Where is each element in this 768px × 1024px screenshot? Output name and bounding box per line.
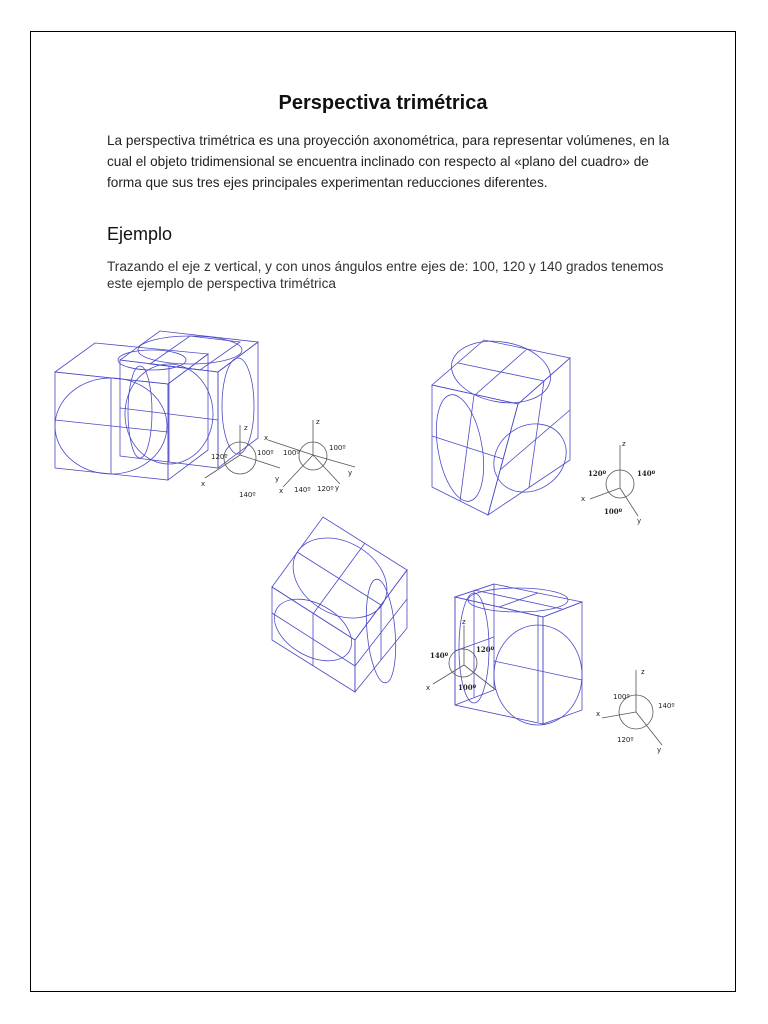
axis-label-z: z (641, 668, 645, 676)
angle-label: 120º (317, 485, 334, 493)
angle-label: 120º (211, 453, 228, 461)
angle-label: 100º (329, 444, 346, 452)
intro-paragraph: La perspectiva trimétrica es una proyección axonométrica, para representar volúmenes, en la cual el objeto tridimensional se encuentra inclinado con respecto al «plano del cuadro» de forma que sus tres ejes principales experimentan reducciones diferentes. (107, 133, 670, 190)
axis-label-z: z (316, 418, 320, 426)
angle-label: 120º (476, 645, 495, 654)
angle-label: 100º (458, 683, 477, 692)
example-paragraph: Trazando el eje z vertical, y con unos ángulos entre ejes de: 100, 120 y 140 grados tenemos este ejemplo de perspectiva trimétrica (107, 259, 664, 291)
axis-label-y: y (637, 517, 642, 525)
axis-label-x: x (279, 487, 284, 495)
axis-label-x: x (581, 495, 586, 503)
axis-label-z: z (244, 424, 248, 432)
axis-label-y: y (348, 469, 353, 477)
angle-label: 140º (294, 486, 311, 494)
angle-label: 140º (239, 491, 256, 499)
cube-bottom-right (426, 584, 582, 725)
angle-label: 120º (617, 736, 634, 744)
axis-label-y: y (275, 475, 280, 483)
axis-label-z: z (622, 440, 626, 448)
axis-label-y: y (657, 746, 662, 754)
angle-label: 140º (637, 469, 656, 478)
angle-label: 140º (430, 651, 449, 660)
axis-label-z: z (462, 618, 466, 626)
cube-center (264, 517, 407, 692)
angle-label: 100º (257, 449, 274, 457)
angle-label: 100º (604, 507, 623, 516)
axes-indicator-top-right (581, 440, 656, 525)
cube-top-right (429, 334, 580, 515)
page-title: Perspectiva trimétrica (278, 92, 488, 114)
angle-label: 140º (658, 702, 675, 710)
axis-label-x: x (264, 434, 269, 442)
angle-label: 120º (588, 469, 607, 478)
angle-label: 100º (613, 693, 630, 701)
section-heading: Ejemplo (107, 224, 173, 244)
axis-label-y: y (335, 484, 340, 492)
axis-label-x: x (426, 684, 431, 692)
axes-indicator-bottom-right (596, 668, 675, 754)
angle-label: 100º (283, 449, 300, 457)
axis-label-x: x (596, 710, 601, 718)
axis-label-x: x (201, 480, 206, 488)
